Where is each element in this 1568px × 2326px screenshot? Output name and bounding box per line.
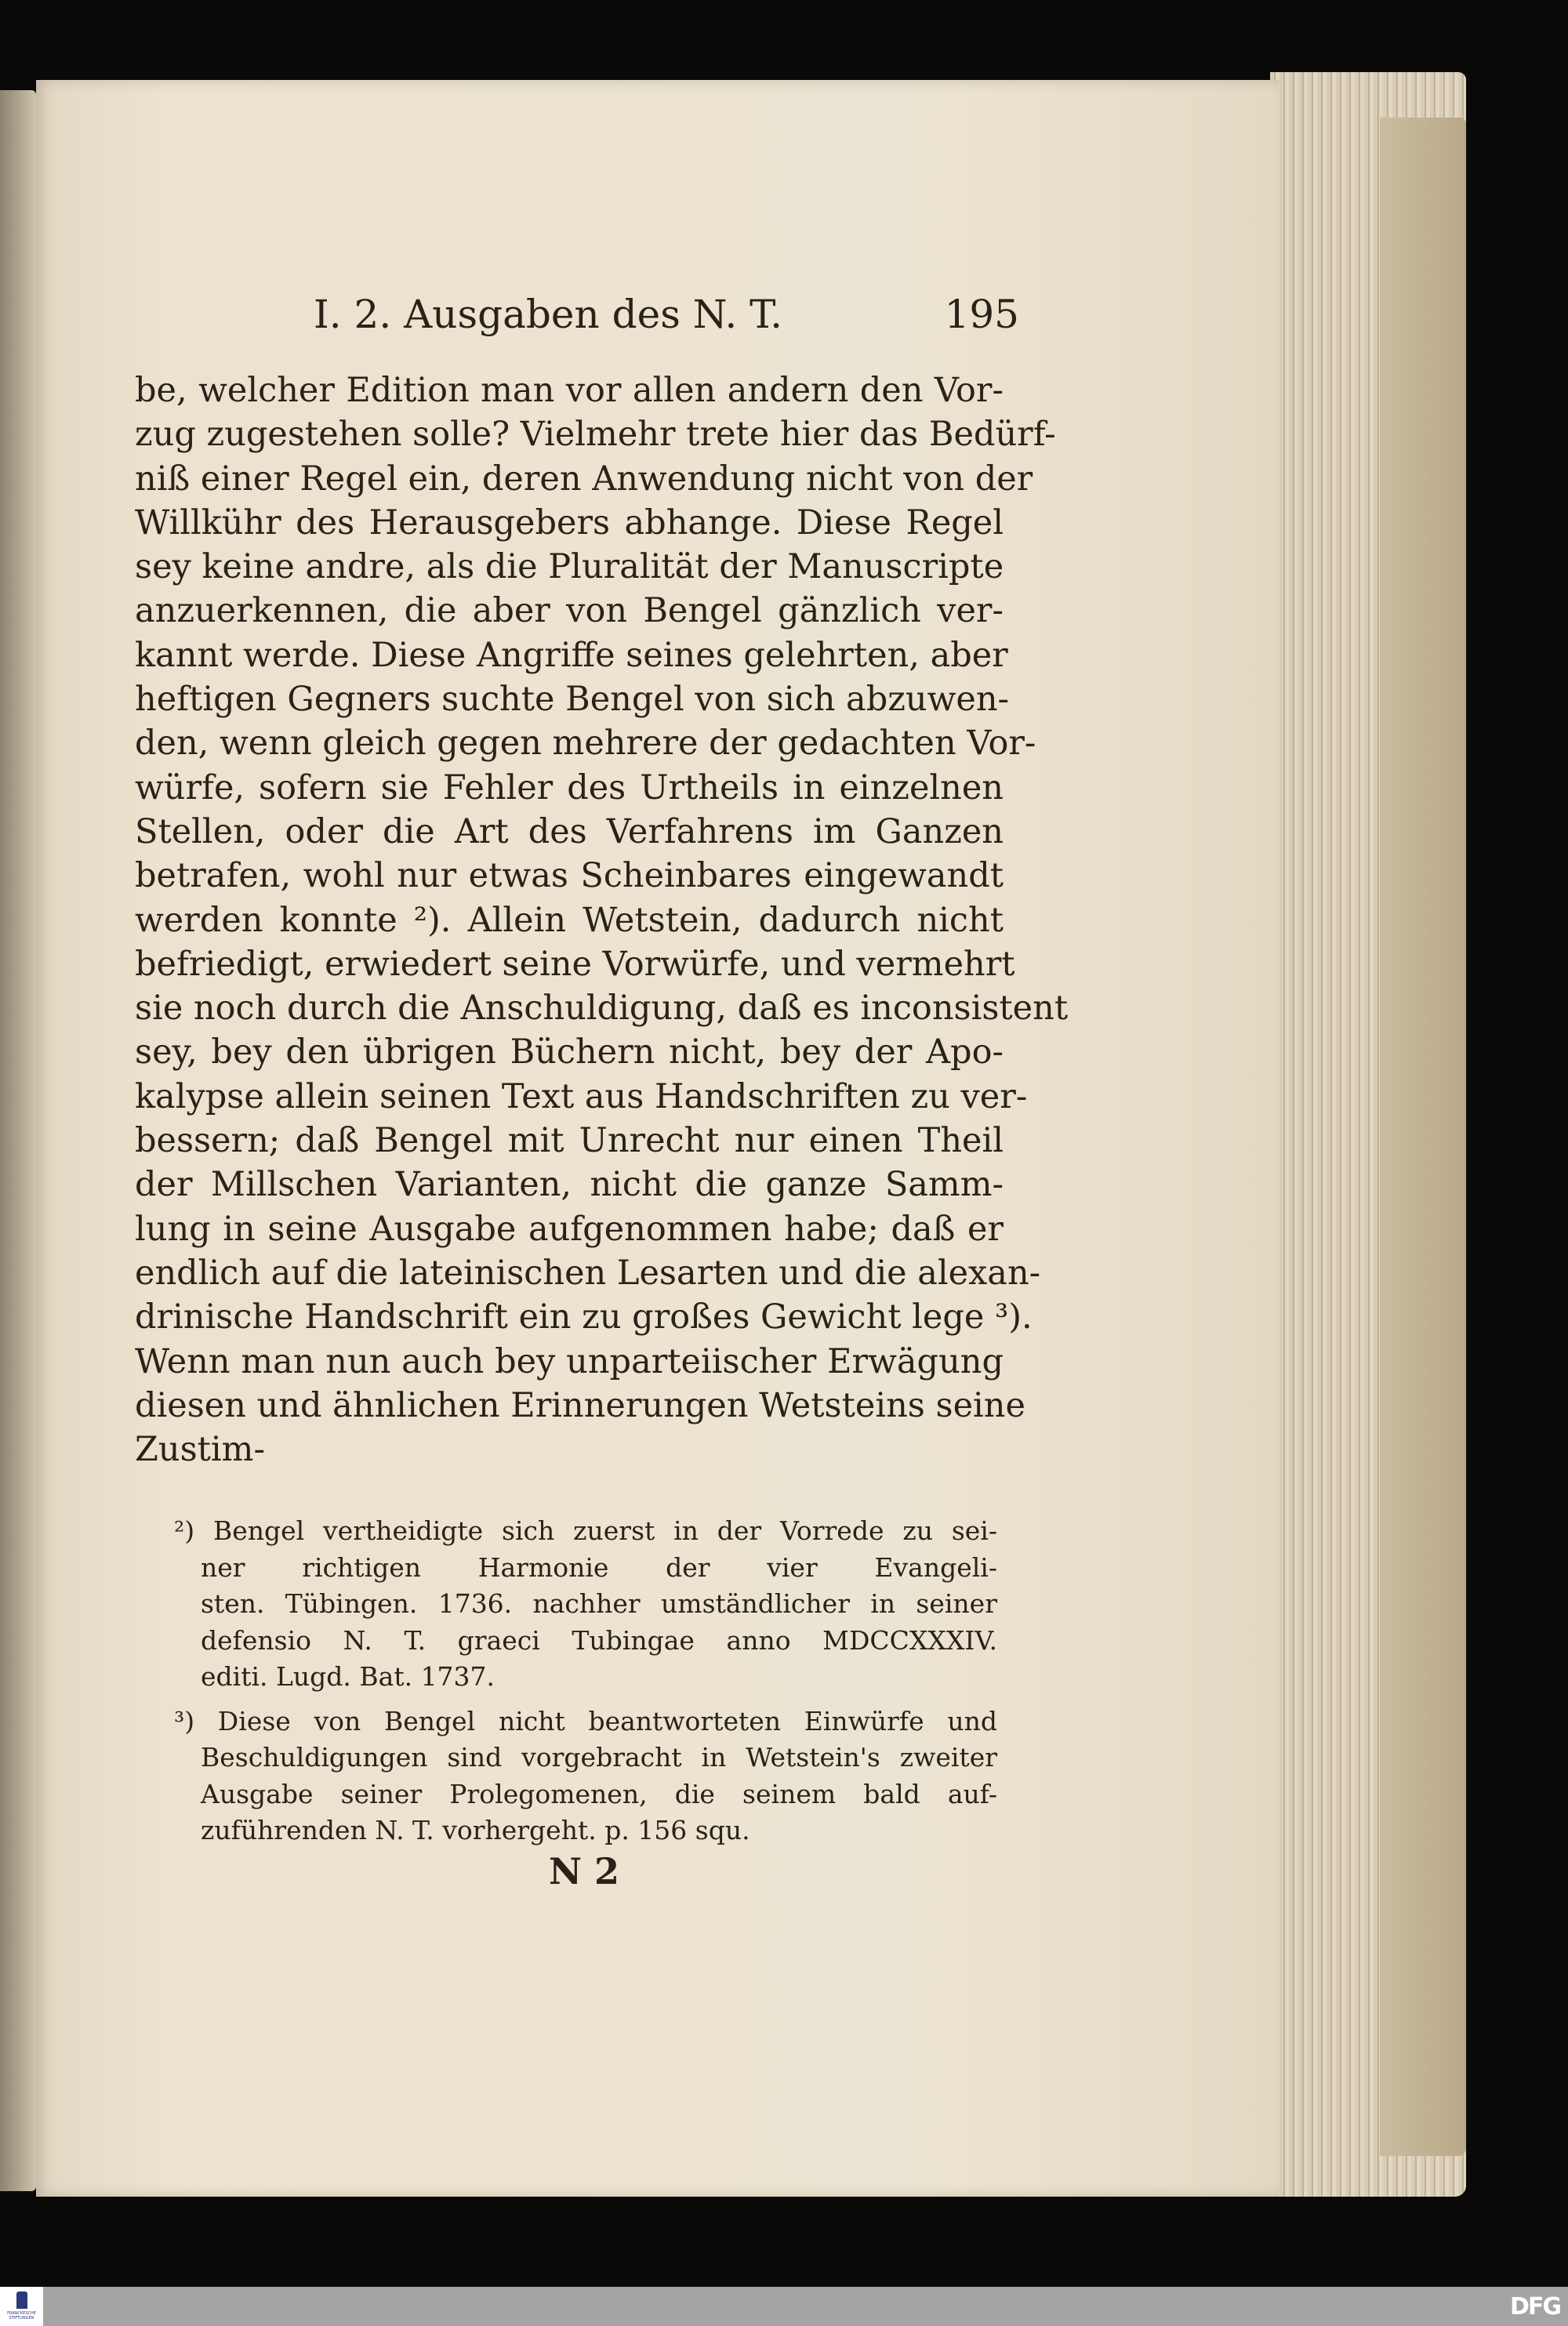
franckesche-stiftungen-logo: FRANCKESCHE STIFTUNGEN	[0, 2287, 43, 2326]
footnote-line: editi. Lugd. Bat. 1737.	[201, 1661, 495, 1692]
text-line: anzuerkennen, die aber von Bengel gänzlich ver-	[135, 591, 1004, 631]
footnote-line: ²) Bengel vertheidigte sich zuerst in der Vorrede zu sei-	[174, 1515, 997, 1546]
footnote-line: zuführenden N. T. vorhergeht. p. 156 squ.	[201, 1815, 750, 1845]
text-line: würfe, sofern sie Fehler des Urtheils in einzelnen	[135, 767, 1004, 807]
footnote-line: ner richtigen Harmonie der vier Evangeli-	[201, 1551, 997, 1583]
text-line: drinische Handschrift ein zu großes Gewicht lege ³).	[135, 1297, 1033, 1337]
footnote-line: defensio N. T. graeci Tubingae anno MDCCXXXIV.	[201, 1624, 997, 1656]
text-line: Wenn man nun auch bey unparteiischer Erwägung	[135, 1341, 1004, 1381]
text-line: lung in seine Ausgabe aufgenommen habe; daß er	[135, 1209, 1004, 1249]
footnotes	[174, 1513, 997, 1849]
main-text	[135, 368, 1069, 1471]
page-number: 195	[944, 292, 1019, 337]
dfg-logo: DFG	[1509, 2293, 1560, 2321]
text-line: befriedigt, erwiedert seine Vorwürfe, und vermehrt	[135, 944, 1015, 984]
text-line: den, wenn gleich gegen mehrere der gedachten Vor-	[135, 724, 1036, 764]
running-header	[314, 292, 1019, 347]
text-line: Stellen, oder die Art des Verfahrens im Ganzen	[135, 811, 1004, 851]
text-line: niß einer Regel ein, deren Anwendung nicht von der	[135, 459, 1033, 499]
text-line: betrafen, wohl nur etwas Scheinbares eingewandt	[135, 856, 1004, 896]
book-cover-edge	[1380, 118, 1466, 2156]
text-line: sey keine andre, als die Pluralität der Manuscripte	[135, 547, 1004, 587]
text-line: sie noch durch die Anschuldigung, daß es inconsistent	[135, 989, 1069, 1029]
text-line: zug zugestehen solle? Vielmehr trete hier das Bedürf-	[135, 415, 1056, 455]
text-line: heftigen Gegners suchte Bengel von sich abzuwen-	[135, 680, 1010, 720]
text-line: bessern; daß Bengel mit Unrecht nur einen Theil	[135, 1121, 1004, 1161]
signature-mark: N 2	[549, 1850, 620, 1892]
footnote-line: sten. Tübingen. 1736. nachher umständlicher in seiner	[201, 1588, 997, 1619]
catchword: Zustim-	[135, 1430, 265, 1470]
previous-page-edge	[0, 90, 36, 2191]
text-line: kalypse allein seinen Text aus Handschriften zu ver-	[135, 1076, 1028, 1116]
text-line: endlich auf die lateinischen Lesarten und die alexan-	[135, 1253, 1041, 1293]
text-line: Willkühr des Herausgebers abhange. Diese Regel	[135, 503, 1004, 542]
footnote-line: Ausgabe seiner Prolegomenen, die seinem bald auf-	[201, 1778, 997, 1809]
text-line: der Millschen Varianten, nicht die ganze Samm-	[135, 1165, 1004, 1205]
text-line: kannt werde. Diese Angriffe seines gelehrten, aber	[135, 635, 1008, 675]
text-line: werden konnte ²). Allein Wetstein, dadurch nicht	[135, 900, 1004, 940]
text-line: be, welcher Edition man vor allen andern den Vor-	[135, 371, 1004, 410]
footnote-line: ³) Diese von Bengel nicht beantworteten Einwürfe und	[174, 1705, 997, 1736]
footnote-line: Beschuldigungen sind vorgebracht in Wetstein's zweiter	[201, 1742, 997, 1773]
text-line: diesen und ähnlichen Erinnerungen Wetsteins seine	[135, 1385, 1025, 1425]
viewer-footer-bar	[0, 2287, 1568, 2326]
text-line: sey, bey den übrigen Büchern nicht, bey der Apo-	[135, 1032, 1004, 1072]
running-title: I. 2. Ausgaben des N. T.	[314, 292, 782, 337]
